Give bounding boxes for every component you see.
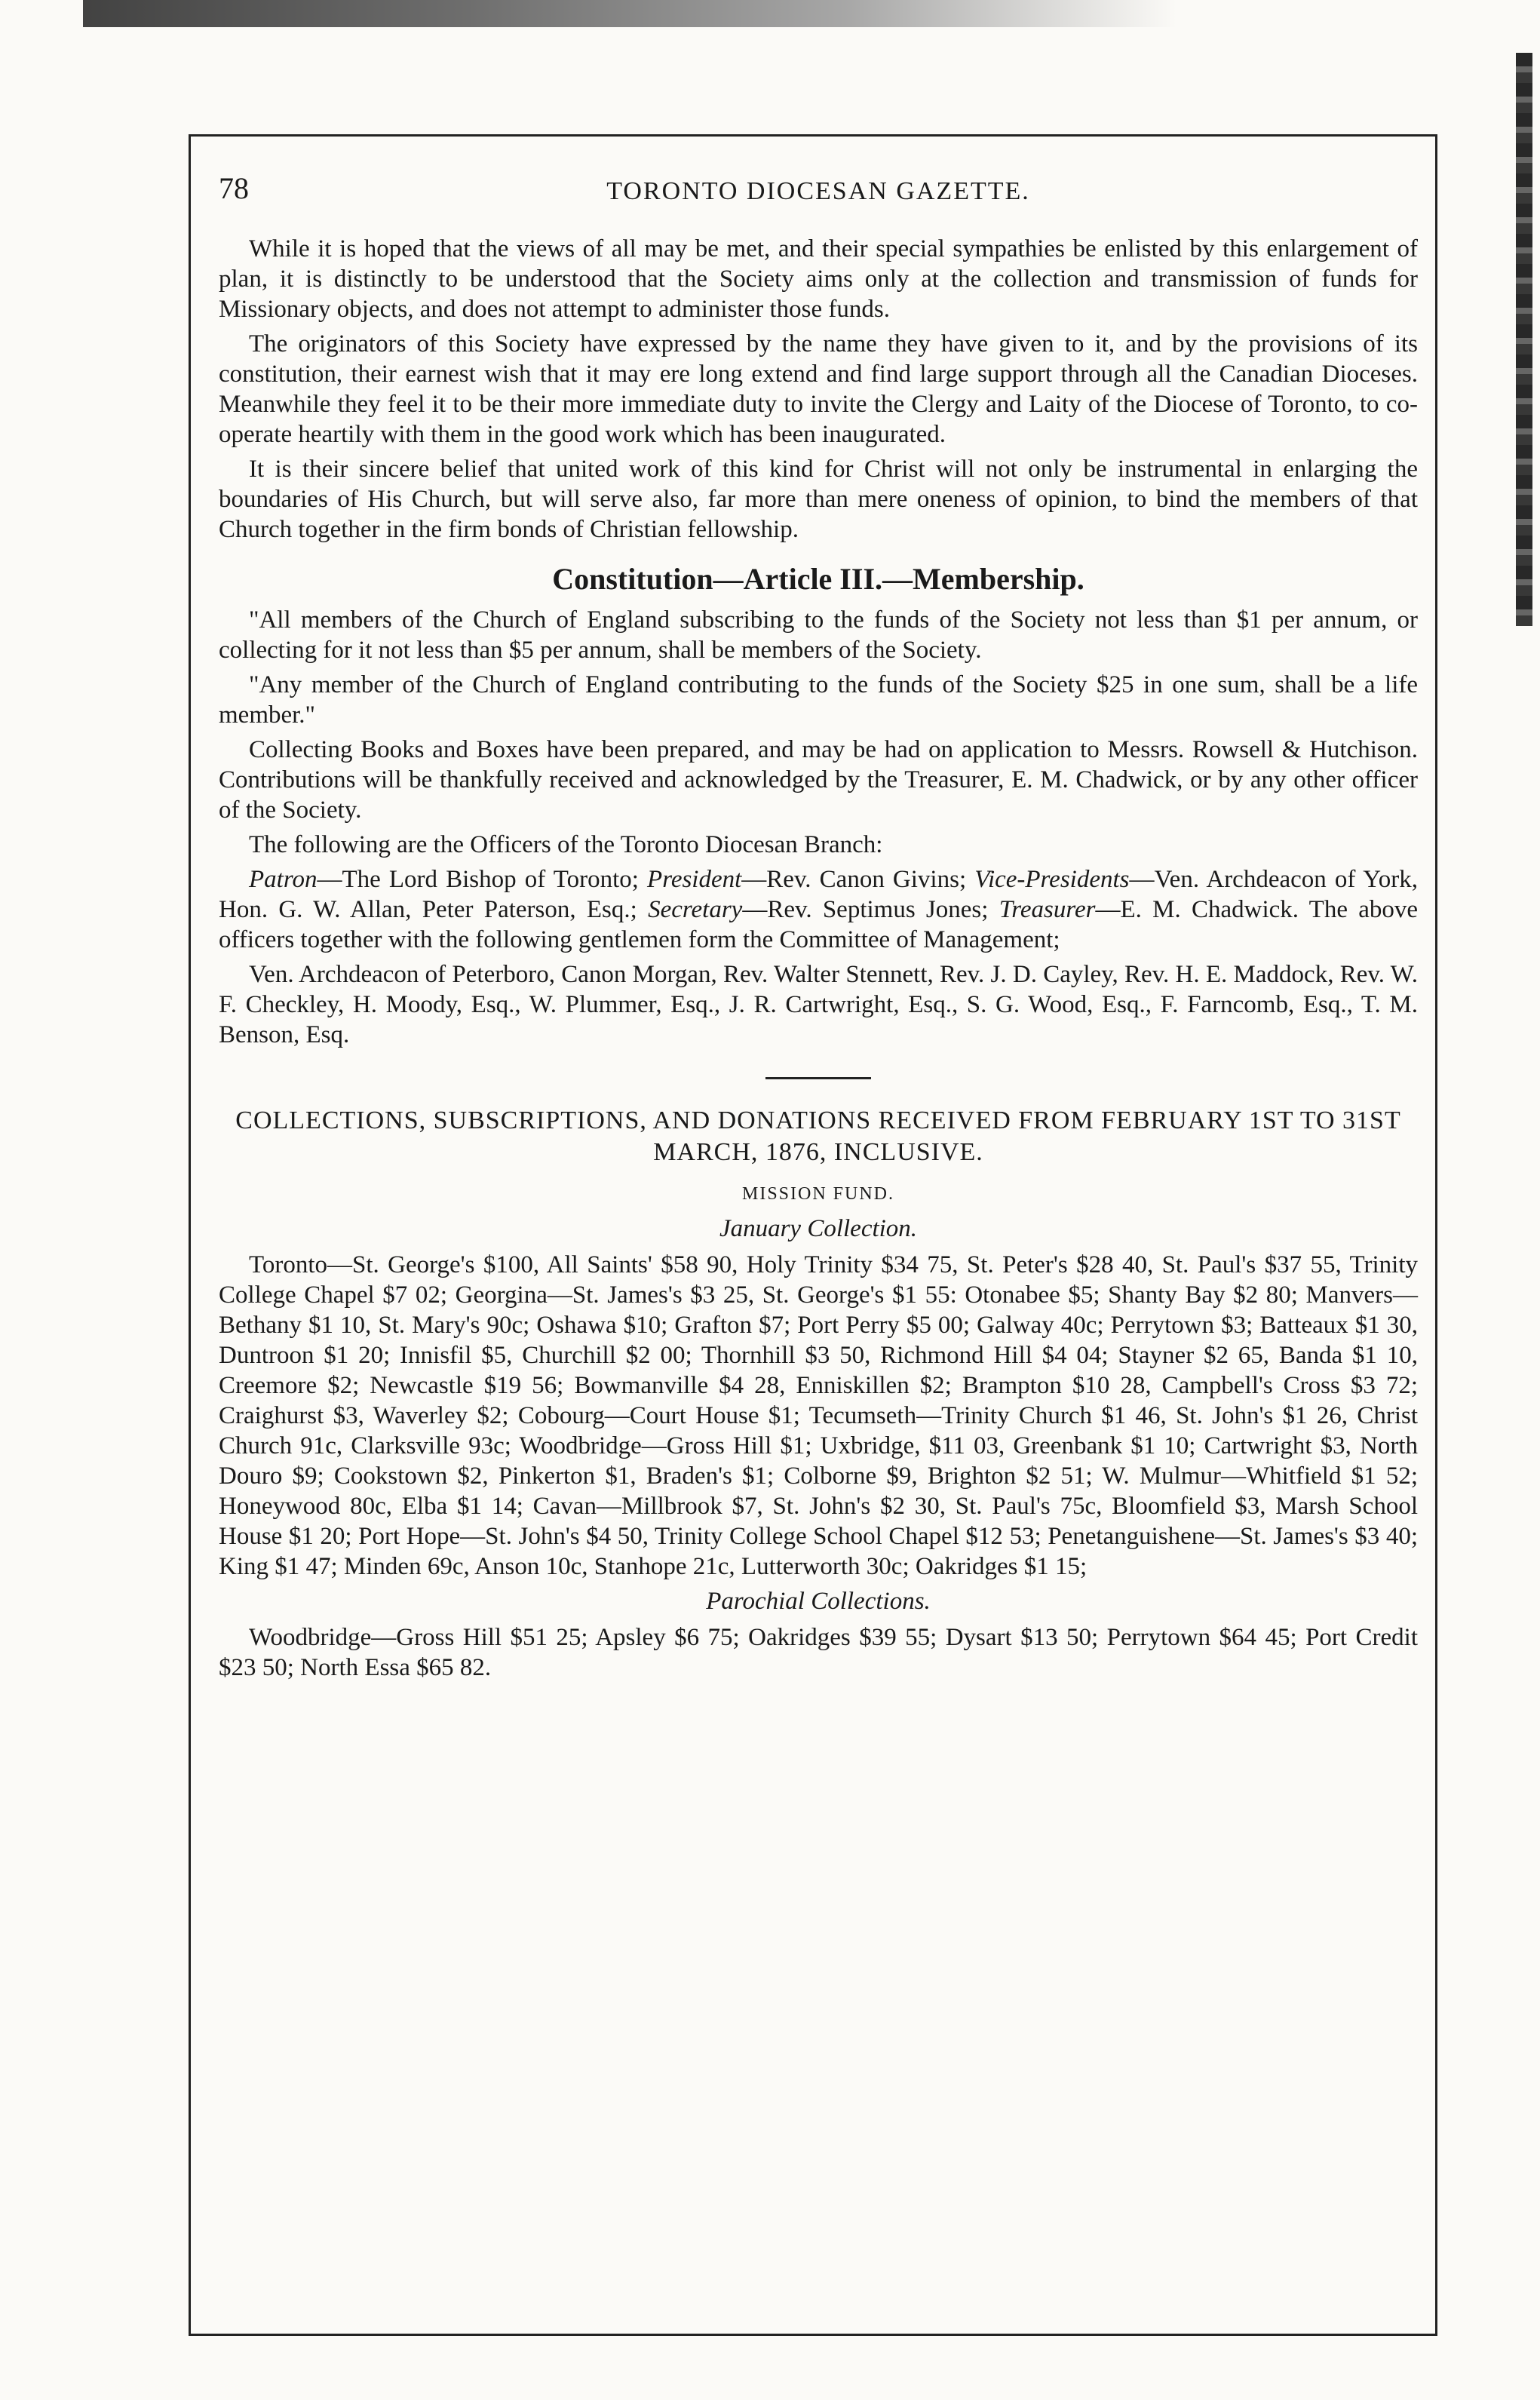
treasurer-label: Treasurer — [999, 896, 1096, 923]
vice-presidents-label: Vice-Presidents — [974, 866, 1130, 893]
january-collection-text: Toronto—St. George's $100, All Saints' $58 90, Holy Trinity $34 75, St. Peter's $28 40, St. Paul's $37 55, Trinity College Chapel $7 02; Georgina—St. James's $3 25, St. George's $1 55: Otonabee $5; Shanty Bay $2 80; Manvers—Bethany $1 10, St. Mary's 90c; Oshawa $10; Grafton $7; Port Perry $5 00; Galway 40c; Perrytown $3; Batteaux $1 30, Duntroon $1 20; Innisfil $5, Churchill $2 00; Thornhill $3 50, Richmond Hill $4 04; Stayner $2 65, Banda $1 10, Creemore $2; Newcastle $19 56; Bowmanville $4 28, Enniskillen $2; Brampton $10 28, Campbell's Cross $3 72; Craighurst $3, Waverley $2; Cobourg—Court House $1; Tecumseth—Trinity Church $1 46, St. John's $1 26, Christ Church 91c, Clarksville 93c; Woodbridge—Gross Hill $1; Uxbridge, $11 03, Greenbank $1 10; Cartwright $3, North Douro $9; Cookstown $2, Pinkerton $1, Braden's $1; Colborne $9, Brighton $2 51; W. Mulmur—Whitfield $1 52; Honeywood 80c, Elba $1 14; Cavan—Millbrook $7, St. John's $2 30, St. Paul's 75c, Bloomfield $3, Marsh School House $1 20; Port Hope—St. John's $4 50, Trinity College School Chapel $12 53; Penetanguishene—St. James's $3 40; King $1 47; Minden 69c, Anson 10c, Stanhope 21c, Lutterworth 30c; Oakridges $1 15; — [219, 1251, 1418, 1580]
running-title: TORONTO DIOCESAN GAZETTE. — [606, 177, 1030, 205]
page-header — [219, 173, 1418, 219]
paragraph: It is their sincere belief that united work of this kind for Christ will not only be instrumental in enlarging the boundaries of His Church, but will serve also, far more than mere oneness of opinion, to bind the members of that Church together in the firm bonds of Christian fellowship. — [219, 456, 1418, 543]
parochial-collections-title: Parochial Collections. — [706, 1588, 931, 1615]
officers-paragraph — [219, 864, 1418, 955]
page-content — [219, 173, 1418, 1687]
committee-paragraph: Ven. Archdeacon of Peterboro, Canon Morgan, Rev. Walter Stennett, Rev. J. D. Cayley, Rev. H. E. Maddock, Rev. W. F. Checkley, H. Moody, Esq., W. Plummer, Esq., J. R. Cartwright, Esq., S. G. Wood, Esq., F. Farncomb, Esq., T. M. Benson, Esq. — [219, 961, 1418, 1048]
treasurer-text: —E. M. Chadwick. The above officers together with the following gentlemen form the Committee of Management; — [219, 896, 1419, 953]
fund-title: MISSION FUND. — [741, 1184, 895, 1204]
president-text: —Rev. Canon Givins; — [741, 866, 967, 893]
secretary-text: —Rev. Septimus Jones; — [742, 896, 989, 923]
paragraph: Collecting Books and Boxes have been prepared, and may be had on application to Messrs. Rowsell & Hutchison. Contributions will be thankfully received and acknowledged by the Treasurer, E. M. Chadwick, or by any other officer of the Society. — [219, 736, 1418, 824]
patron-label: Patron — [249, 866, 318, 893]
section-divider — [765, 1077, 871, 1079]
constitution-title: Constitution—Article III.—Membership. — [552, 562, 1084, 596]
collections-heading: COLLECTIONS, SUBSCRIPTIONS, AND DONATIONS RECEIVED FROM FEBRUARY 1ST TO 31ST MARCH, 1876, INCLUSIVE. — [235, 1106, 1401, 1166]
parochial-collections-text: Woodbridge—Gross Hill $51 25; Apsley $6 75; Oakridges $39 55; Dysart $13 50; Perrytown $64 45; Port Credit $23 50; North Essa $65 82. — [219, 1624, 1418, 1681]
paragraph: The originators of this Society have expressed by the name they have given to it, and by the provisions of its constitution, their earnest wish that it may ere long extend and find large support through all the Canadian Dioceses. Meanwhile they feel it to be their more immediate duty to invite the Clergy and Laity of the Diocese of Toronto, to co-operate heartily with them in the good work which has been inaugurated. — [219, 330, 1418, 448]
paragraph: The following are the Officers of the Toronto Diocesan Branch: — [249, 831, 883, 858]
paragraph: While it is hoped that the views of all may be met, and their special sympathies be enlisted by this enlargement of plan, it is distinctly to be understood that the Society aims only at the collection and transmission of funds for Missionary objects, and does not attempt to administer those funds. — [219, 235, 1418, 323]
page-number: 78 — [219, 171, 249, 205]
paragraph: "Any member of the Church of England contributing to the funds of the Society $25 in one sum, shall be a life member." — [219, 671, 1418, 729]
paragraph: "All members of the Church of England subscribing to the funds of the Society not less than $1 per annum, or collecting for it not less than $5 per annum, shall be members of the Society. — [219, 606, 1418, 664]
president-label: President — [647, 866, 742, 893]
patron-text: —The Lord Bishop of Toronto; — [317, 866, 639, 893]
scan-artifact-right — [1516, 53, 1532, 626]
frame-top-rule — [191, 134, 1435, 137]
vice-presidents-text: —Ven. Archdeacon of York, Hon. G. W. Allan, Peter Paterson, Esq.; — [219, 866, 1419, 923]
scan-artifact-top — [83, 0, 1176, 27]
january-collection-title: January Collection. — [719, 1215, 918, 1242]
secretary-label: Secretary — [648, 896, 743, 923]
